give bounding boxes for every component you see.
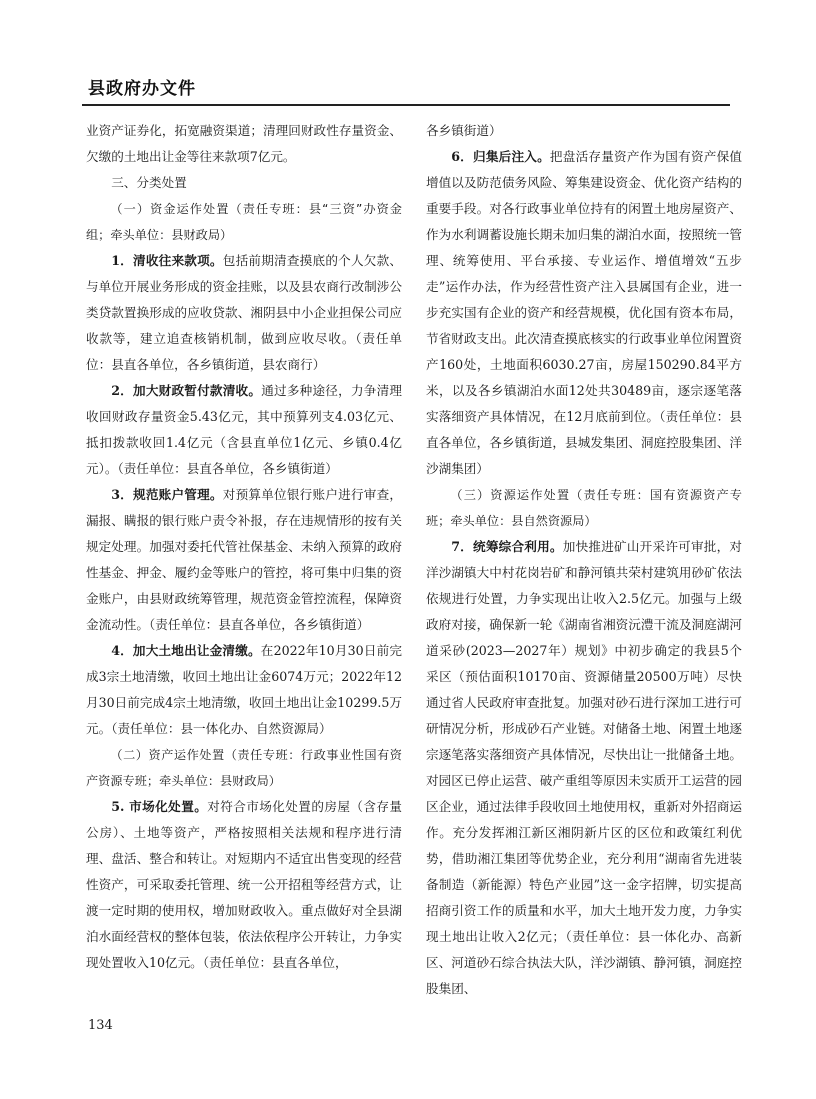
item-1-body: 包括前期清查摸底的个人欠款、与单位开展业务形成的资金挂账，以及县农商行改制涉公类贷款置换形成的应收贷款、湘阴县中小企业担保公司应收款等，建立追查核销机制，做到应收尽收。（责任单位：县直各单位，各乡镇街道，县农商行） xyxy=(86,253,403,372)
item-6-body: 把盘活存量资产作为国有资产保值增值以及防范债务风险、筹集建设资金、优化资产结构的重要手段。对各行政事业单位持有的闲置土地房屋资产、作为水利调蓄设施长期未加归集的湖泊水面，按照统一管理、统筹使用、平台承接、专业运作、增值增效“五步走”运作办法，作为经营性资产注入县属国有企业，进一步充实国有企业的资产和经营规模，优化国有资本布局，节省财政支出。此次清查摸底核实的行政事业单位闲置资产160处，土地面积6030.27亩，房屋150290.84平方米，以及各乡镇湖泊水面12处共30489亩，逐宗逐笔落实落细资产具体情况，在12月底前到位。（责任单位：县直各单位，各乡镇街道，县城发集团、洞庭控股集团、洋沙湖集团） xyxy=(426,149,742,476)
item-2-body: 通过多种途径，力争清理收回财政存量资金5.43亿元，其中预算列支4.03亿元、抵扣拨款收回1.4亿元（含县直单位1亿元、乡镇0.4亿元）。（责任单位：县直各单位，各乡镇街道） xyxy=(86,383,402,476)
item-4-body: 在2022年10月30日前完成3宗土地清缴，收回土地出让金6074万元；2022年12月30日前完成4宗土地清缴，收回土地出让金10299.5万元。（责任单位：县一体化办、自然资源局） xyxy=(86,643,402,736)
section-heading-3: 三、分类处置 xyxy=(111,175,187,190)
left-column xyxy=(86,118,402,976)
item-7-title: 7．统筹综合利用。 xyxy=(451,539,563,554)
item-1-title: 1．清收往来款项。 xyxy=(111,253,223,268)
item-5-title: 5. 市场化处置。 xyxy=(111,799,208,814)
item-7 xyxy=(426,534,742,1002)
item-6 xyxy=(426,144,742,482)
item-4 xyxy=(86,638,402,742)
item-6-title: 6．归集后注入。 xyxy=(451,149,550,164)
item-7-body: 加快推进矿山开采许可审批，对洋沙湖镇大中村花岗岩矿和静河镇共荣村建筑用砂矿依法依规进行处置，力争实现出让收入2.5亿元。加强与上级政府对接，确保新一轮《湖南省湘资沅澧干流及洞庭湖河道采砂(2023—2027年）规划》中初步确定的我县5个采区（预估面积10170亩、资源储量20500万吨）尽快通过省人民政府审查批复。加强对砂石进行深加工进行可研情况分析，形成砂石产业链。对储备土地、闲置土地逐宗逐笔落实落细资产具体情况，尽快出让一批储备土地。对园区已停止运营、破产重组等原因未实质开工运营的园区企业，通过法律手段收回土地使用权，重新对外招商运作。充分发挥湘江新区湘阴新片区的区位和政策红利优势，借助湘江集团等优势企业，充分利用“湖南省先进装备制造（新能源）特色产业园”这一金字招牌，切实提高招商引资工作的质量和水平，加大土地开发力度，力争实现土地出让收入2亿元；（责任单位：县一体化办、高新区、河道砂石综合执法大队，洋沙湖镇、静河镇，洞庭控股集团、 xyxy=(426,539,743,996)
item-5-body: 对符合市场化处置的房屋（含存量公房）、土地等资产，严格按照相关法规和程序进行清理、盘活、整合和转让。对短期内不适宜出售变现的经营性资产，可采取委托管理、统一公开招租等经营方式，让渡一定时期的使用权，增加财政收入。重点做好对全县湖泊水面经营权的整体包装，依法依程序公开转让，力争实现处置收入10亿元。（责任单位：县直各单位， xyxy=(86,799,402,970)
paragraph-continuation: 各乡镇街道） xyxy=(426,123,502,138)
subsection-2-heading: （二）资产运作处置（责任专班：行政事业性国有资产资源专班；牵头单位：县财政局） xyxy=(86,748,402,788)
paragraph-continuation: 业资产证券化，拓宽融资渠道；清理回财政性存量资金、欠缴的土地出让金等往来款项7亿元。 xyxy=(86,123,402,164)
item-2-title: 2．加大财政暂付款清收。 xyxy=(111,383,262,398)
page-number: 134 xyxy=(88,1018,113,1033)
item-4-title: 4．加大土地出让金清缴。 xyxy=(111,643,261,658)
item-3-body: 对预算单位银行账户进行审查，漏报、瞒报的银行账户责令补报，存在违规情形的按有关规定处理。加强对委托代管社保基金、未纳入预算的政府性基金、押金、履约金等账户的管控，将可集中归集的资金账户，由县财政统筹管理，规范资金管控流程，保障资金流动性。（责任单位：县直各单位，各乡镇街道） xyxy=(86,487,403,632)
subsection-3-heading: （三）资源运作处置（责任专班：国有资源资产专班；牵头单位：县自然资源局） xyxy=(426,488,742,528)
item-2 xyxy=(86,378,402,482)
header-rule xyxy=(82,104,730,106)
right-column xyxy=(426,118,742,1002)
item-5 xyxy=(86,794,402,976)
item-3-title: 3．规范账户管理。 xyxy=(111,487,223,502)
subsection-1-heading: （一）资金运作处置（责任专班：县“三资”办资金组；牵头单位：县财政局） xyxy=(86,202,402,242)
running-header-title: 县政府办文件 xyxy=(88,79,196,99)
item-1 xyxy=(86,248,402,378)
item-3 xyxy=(86,482,402,638)
